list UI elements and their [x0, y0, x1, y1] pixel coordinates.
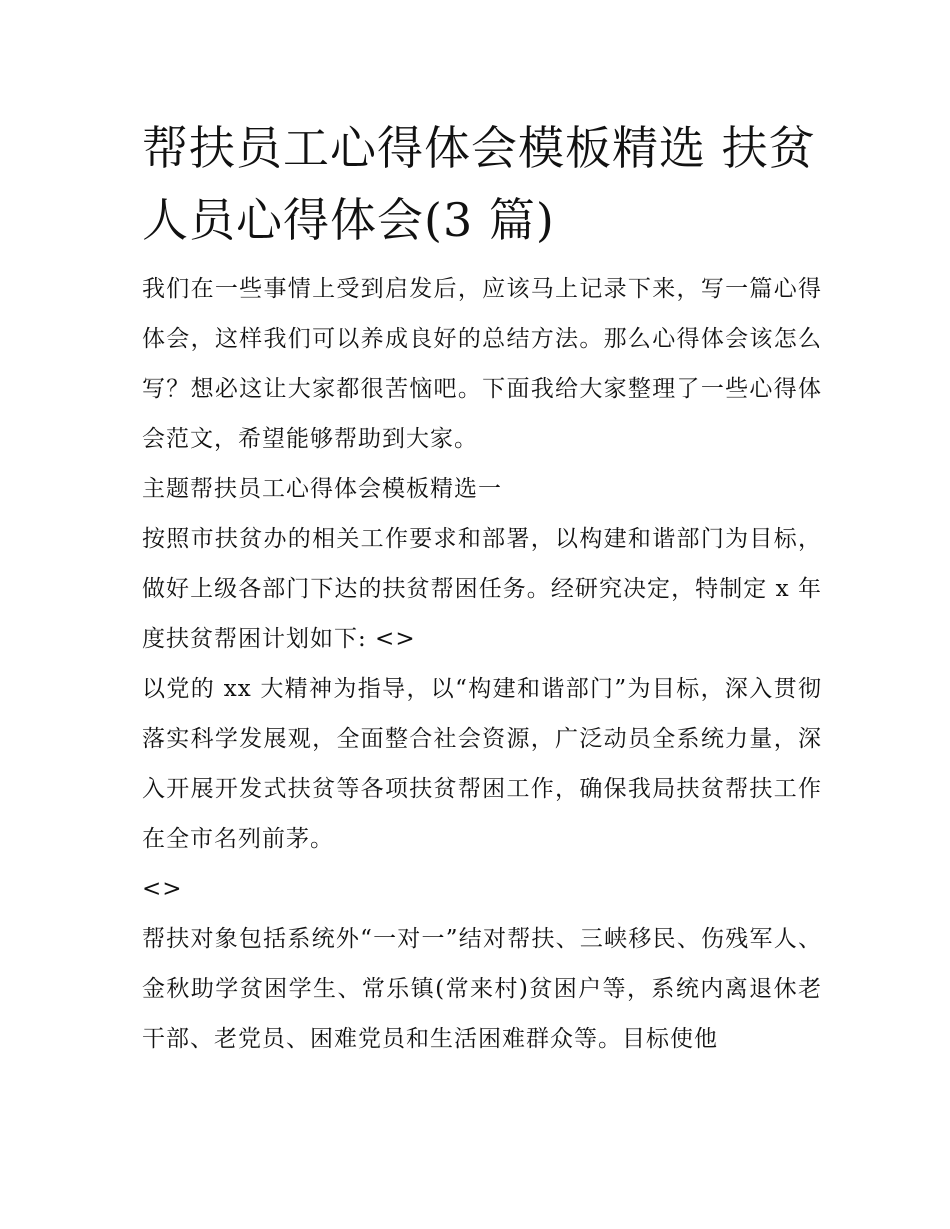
intro-paragraph: 我们在一些事情上受到启发后，应该马上记录下来，写一篇心得体会，这样我们可以养成良好的总结方法。那么心得体会该怎么写？想必这让大家都很苦恼吧。下面我给大家整理了一些心得体会范文，希望能够帮助到大家。 — [142, 276, 822, 452]
document-page — [142, 112, 822, 1064]
document-title: 帮扶员工心得体会模板精选 扶贫人员心得体会(3 篇) — [142, 121, 816, 247]
placeholder-marker: <> — [142, 876, 183, 902]
body-paragraph: 按照市扶贫办的相关工作要求和部署，以构建和谐部门为目标，做好上级各部门下达的扶贫帮困任务。经研究决定，特制定 x 年度扶贫帮困计划如下: <> — [142, 526, 822, 652]
body-paragraph: 以党的 xx 大精神为指导，以“构建和谐部门”为目标，深入贯彻落实科学发展观，全面整合社会资源，广泛动员全系统力量，深入开展开发式扶贫等各项扶贫帮困工作，确保我局扶贫帮扶工作在全市名列前茅。 — [142, 676, 822, 852]
section-heading: 主题帮扶员工心得体会模板精选一 — [142, 476, 502, 502]
body-paragraph: 帮扶对象包括系统外“一对一”结对帮扶、三峡移民、伤残军人、金秋助学贫困学生、常乐镇(常来村)贫困户等，系统内离退休老干部、老党员、困难党员和生活困难群众等。目标使他 — [142, 926, 822, 1052]
